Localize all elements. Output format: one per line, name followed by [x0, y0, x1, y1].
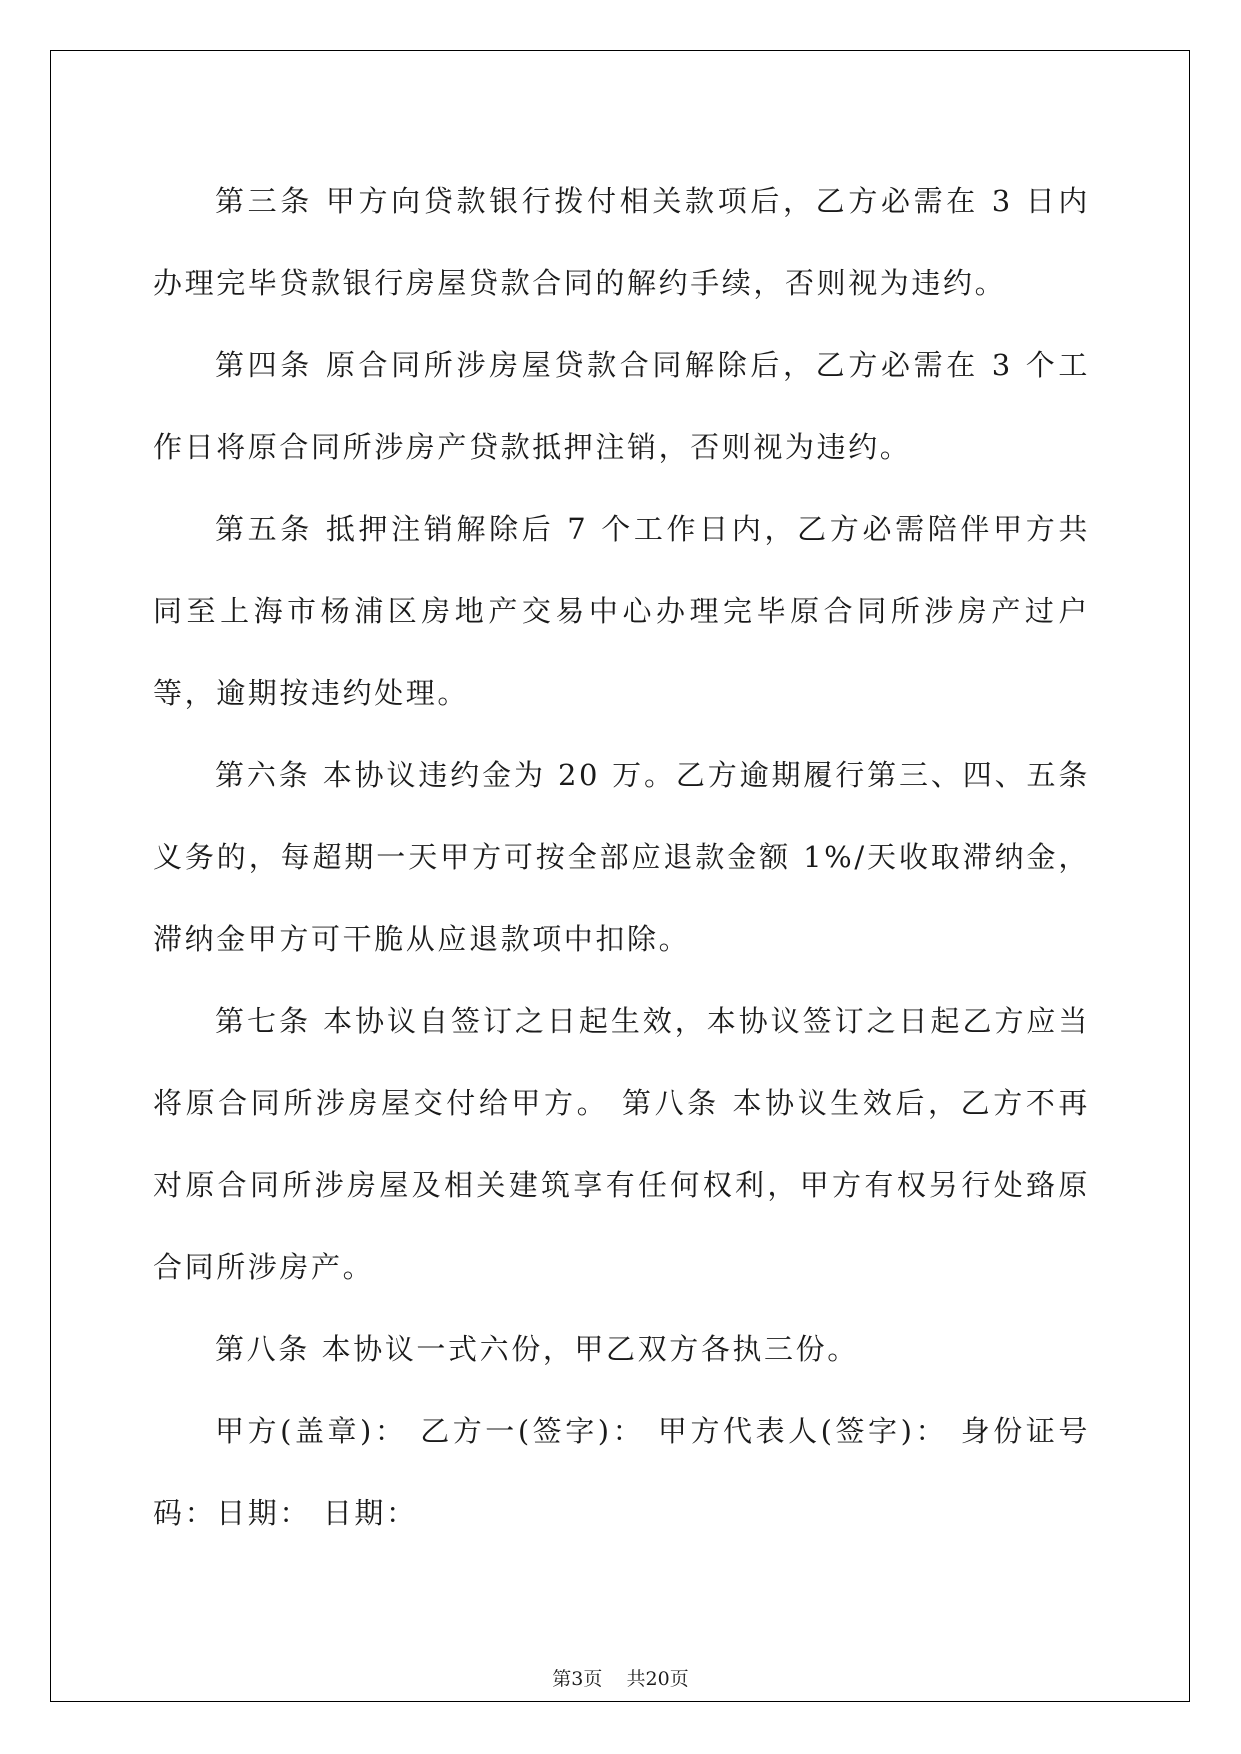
- article-4: 第四条 原合同所涉房屋贷款合同解除后，乙方必需在 3 个工作日将原合同所涉房产贷款抵押注销，否则视为违约。: [153, 348, 1090, 464]
- article-3: 第三条 甲方向贷款银行拨付相关款项后，乙方必需在 3 日内办理完毕贷款银行房屋贷款合同的解约手续，否则视为违约。: [153, 184, 1090, 300]
- article-6: 第六条 本协议违约金为 20 万。乙方逾期履行第三、四、五条义务的，每超期一天甲方可按全部应退款金额 1%/天收取滞纳金，滞纳金甲方可干脆从应退款项中扣除。: [153, 758, 1090, 956]
- article-8: 第八条 本协议一式六份，甲乙双方各执三份。: [215, 1332, 859, 1366]
- article-7: 第七条 本协议自签订之日起生效，本协议签订之日起乙方应当将原合同所涉房屋交付给甲方。 第八条 本协议生效后，乙方不再对原合同所涉房屋及相关建筑享有任何权利，甲方有权另行处臵原合同所涉房产。: [153, 1004, 1091, 1284]
- signature-block: 甲方(盖章)： 乙方一(签字)： 甲方代表人(签字)： 身份证号码：日期： 日期：: [153, 1414, 1090, 1530]
- page-number: 第3页: [552, 1668, 603, 1690]
- document-body: [153, 160, 1090, 1554]
- total-pages: 共20页: [626, 1668, 689, 1690]
- article-5: 第五条 抵押注销解除后 7 个工作日内，乙方必需陪伴甲方共同至上海市杨浦区房地产交易中心办理完毕原合同所涉房产过户等，逾期按违约处理。: [153, 512, 1090, 710]
- page-footer: [0, 1664, 1241, 1691]
